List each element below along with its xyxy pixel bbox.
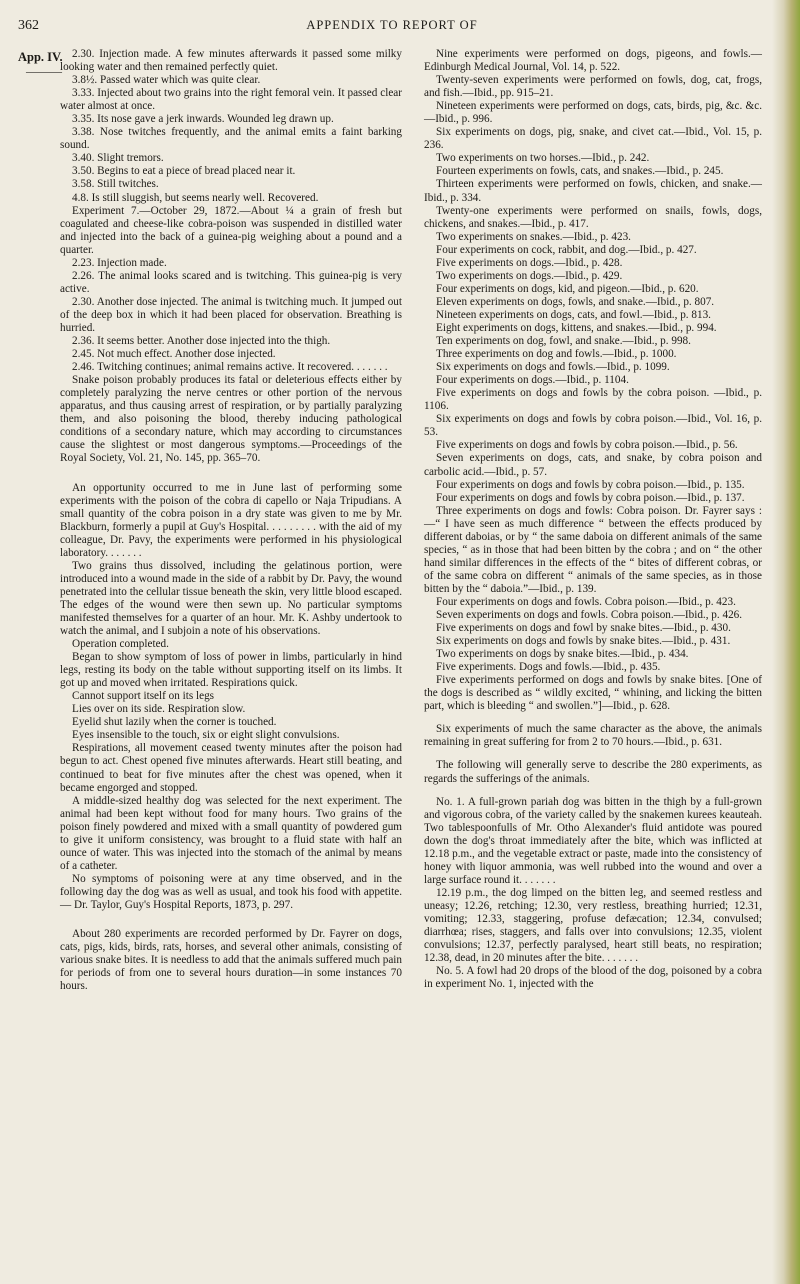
paragraph: 2.36. It seems better. Another dose injected into the thigh. <box>72 335 331 348</box>
appendix-dash: ——— <box>26 64 62 78</box>
right-column <box>424 48 762 991</box>
paragraph: Four experiments on dogs and fowls by cobra poison.—Ibid., p. 135. <box>436 478 745 491</box>
paragraph: Eyelid shut lazily when the corner is touched. <box>72 716 277 729</box>
paragraph: An opportunity occurred to me in June last of performing some experiments with the poison of the cobra di capello or Naja Tripudians. A small quantity of the cobra poison in a dry state was given to me by Mr. Blackburn, formerly a pupil at Guy's Hospital. . . . . . . . . with the aid of my colleague, Dr. Pavy, the experiments were performed in his physiological laboratory. . . . . . . <box>60 481 402 559</box>
running-head: APPENDIX TO REPORT OF <box>306 18 478 32</box>
paragraph: No. 1. A full-grown pariah dog was bitten in the thigh by a full-grown and vigorous cobra, of the variety called by the snakemen kurees keauteah. Two tablespoonfulls of Mr. Otho Alexander's fluid antidote was poured down the dog's throat immediately after the bite, which was inflicted at 12.18 p.m., and the vegetable extract or paste, made into the consistency of honey with liquor ammonia, was well rubbed into the wound and over a large surface round it. . . . . . . <box>424 795 762 886</box>
paragraph: Ten experiments on dog, fowl, and snake.—Ibid., p. 998. <box>436 335 691 348</box>
paragraph: Seven experiments on dogs, cats, and snake, by cobra poison and carbolic acid.—Ibid., p. 57. <box>424 452 762 478</box>
paragraph: Operation completed. <box>72 638 169 651</box>
paragraph: Began to show symptom of loss of power in limbs, particularly in hind legs, resting its body on the table without supporting itself on its limbs. It got up and moved when irritated. Respirations quick. <box>60 651 402 690</box>
paragraph: Nineteen experiments on dogs, cats, and fowl.—Ibid., p. 813. <box>436 308 711 321</box>
paragraph: 3.40. Slight tremors. <box>72 152 164 165</box>
paragraph: Four experiments on dogs.—Ibid., p. 1104. <box>436 374 629 387</box>
paragraph: Three experiments on dog and fowls.—Ibid., p. 1000. <box>436 348 677 361</box>
paragraph: Eight experiments on dogs, kittens, and snakes.—Ibid., p. 994. <box>436 321 717 334</box>
paragraph: Five experiments on dogs.—Ibid., p. 428. <box>436 256 623 269</box>
paragraph: No. 5. A fowl had 20 drops of the blood of the dog, poisoned by a cobra in experiment No. 1, injected with the <box>424 965 762 991</box>
paragraph: Snake poison probably produces its fatal or deleterious effects either by completely paralyzing the nerve centres or other portion of the nervous apparatus, and thus causing arrest of respiration, or by partially paralyzing them, and also poisoning the blood, thereby inducing pathological conditions of a secondary nature, which may according to circumstances cause the slightest or most dangerous symptoms.—Proceedings of the Royal Society, Vol. 21, No. 145, pp. 365–70. <box>60 374 402 465</box>
paragraph: Three experiments on dogs and fowls: Cobra poison. Dr. Fayrer says :—“ I have seen as much difference “ between the effects produced by different daboias, or by “ the same daboia on different animals of the same species, “ as in those that had been bitten by the cobra ; and on “ the other hand similar differences in the effects of the “ bites of different cobras, or of the same cobra on different “ animals of the same species, as in those bitten by the “ daboia.”—Ibid., p. 139. <box>424 504 762 595</box>
paragraph: Five experiments on dogs and fowls by the cobra poison. —Ibid., p. 1106. <box>424 387 762 413</box>
paragraph: No symptoms of poisoning were at any time observed, and in the following day the dog was as well as usual, and took his food with appetite. — Dr. Taylor, Guy's Hospital Reports, 1873, p. 297. <box>60 872 402 911</box>
paragraph: 3.33. Injected about two grains into the right femoral vein. It passed clear water almost at once. <box>60 87 402 113</box>
paragraph: Five experiments on dogs and fowls by cobra poison.—Ibid., p. 56. <box>436 439 738 452</box>
paragraph: Five experiments performed on dogs and fowls by snake bites. [One of the dogs is described as “ wildly excited, “ whining, and licking the bitten part, which is bleeding “ and swollen.”]—Ibid., p. 628. <box>424 674 762 713</box>
paragraph: Two grains thus dissolved, including the gelatinous portion, were introduced into a wound made in the side of a rabbit by Dr. Pavy, the wound penetrated into the cellular tissue beneath the skin, very little blood escaped. The edges of the wound were then sewn up. No particular symptoms manifested themselves for a quarter of an hour. Mr. K. Ashby undertook to watch the animal, and I subjoin a note of his observations. <box>60 559 402 638</box>
paragraph: 3.35. Its nose gave a jerk inwards. Wounded leg drawn up. <box>72 113 334 126</box>
paragraph: 2.30. Another dose injected. The animal is twitching much. It jumped out of the deep box in which it had been placed for observation. Breathing is hurried. <box>60 295 402 334</box>
paragraph: 4.8. Is still sluggish, but seems nearly well. Recovered. <box>72 191 319 204</box>
paragraph: 2.46. Twitching continues; animal remains active. It recovered. . . . . . . <box>72 361 388 374</box>
paragraph: Twenty-seven experiments were performed on fowls, dog, cat, frogs, and fish.—Ibid., pp. 915–21. <box>424 74 762 100</box>
paragraph: 3.38. Nose twitches frequently, and the animal emits a faint barking sound. <box>60 126 402 152</box>
paragraph: Thirteen experiments were performed on fowls, chicken, and snake.—Ibid., p. 334. <box>424 178 762 204</box>
paragraph: Nineteen experiments were performed on dogs, cats, birds, pig, &c. &c.—Ibid., p. 996. <box>424 100 762 126</box>
paragraph: Lies over on its side. Respiration slow. <box>72 703 246 716</box>
paragraph: Six experiments on dogs and fowls.—Ibid., p. 1099. <box>436 361 670 374</box>
paragraph: Four experiments on dogs and fowls. Cobra poison.—Ibid., p. 423. <box>436 595 736 608</box>
paragraph: Respirations, all movement ceased twenty minutes after the poison had begun to act. Chest opened five minutes afterwards. Heart still beating, and continued to beat for five minutes after the chest was opened, when it became engorged and stopped. <box>60 742 402 794</box>
paragraph: 3.58. Still twitches. <box>72 178 159 191</box>
paragraph: Four experiments on dogs, kid, and pigeon.—Ibid., p. 620. <box>436 282 699 295</box>
left-column <box>60 48 402 993</box>
paragraph: 3.50. Begins to eat a piece of bread placed near it. <box>72 165 296 178</box>
paragraph: Eyes insensible to the touch, six or eight slight convulsions. <box>72 729 340 742</box>
paragraph: Six experiments on dogs and fowls by cobra poison.—Ibid., Vol. 16, p. 53. <box>424 413 762 439</box>
paragraph: Cannot support itself on its legs <box>72 690 215 703</box>
appendix-label: App. IV. <box>18 50 63 64</box>
page-edge <box>772 0 800 1284</box>
paragraph: Five experiments. Dogs and fowls.—Ibid., p. 435. <box>436 661 661 674</box>
paragraph: 2.30. Injection made. A few minutes afterwards it passed some milky looking water and then remained perfectly quiet. <box>60 48 402 74</box>
paragraph: Two experiments on dogs by snake bites.—Ibid., p. 434. <box>436 648 689 661</box>
paragraph: 3.8½. Passed water which was quite clear. <box>72 74 261 87</box>
paragraph: Fourteen experiments on fowls, cats, and snakes.—Ibid., p. 245. <box>436 165 724 178</box>
paragraph: Experiment 7.—October 29, 1872.—About ¼ a grain of fresh but coagulated and cheese-like cobra-poison was suspended in distilled water and injected into the back of a guinea-pig weighing about a pound and a quarter. <box>60 204 402 256</box>
paragraph: Six experiments on dogs and fowls by snake bites.—Ibid., p. 431. <box>436 635 731 648</box>
page-number: 362 <box>18 18 39 33</box>
paragraph: The following will generally serve to describe the 280 experiments, as regards the sufferings of the animals. <box>424 759 762 785</box>
paragraph: 2.45. Not much effect. Another dose injected. <box>72 348 276 361</box>
paragraph: A middle-sized healthy dog was selected for the next experiment. The animal had been kept without food for many hours. Two grains of the poison finely powdered and mixed with a small quantity of powdered gum to give it uniform consistency, was brought to a fluid state with half an ounce of water. This was injected into the stomach of the animal by means of a catheter. <box>60 794 402 872</box>
paragraph: 2.26. The animal looks scared and is twitching. This guinea-pig is very active. <box>60 269 402 295</box>
paragraph: 12.19 p.m., the dog limped on the bitten leg, and seemed restless and uneasy; 12.26, retching; 12.30, very restless, breathing hurried; 12.31, vomiting; 12.33, staggering, profuse defæcation; 12.34, convulsed; diarrhœa; rises, staggers, and falls over into convulsions; 12.35, violent convulsions; 12.37, perfectly paralysed, heart still beats, no respiration; 12.38, dead, in 20 minutes after the bite. . . . . . . <box>424 886 762 965</box>
paragraph: Two experiments on two horses.—Ibid., p. 242. <box>436 152 650 165</box>
paragraph: Four experiments on dogs and fowls by cobra poison.—Ibid., p. 137. <box>436 491 745 504</box>
paragraph: Two experiments on dogs.—Ibid., p. 429. <box>436 269 623 282</box>
paragraph: Five experiments on dogs and fowl by snake bites.—Ibid., p. 430. <box>436 622 731 635</box>
page-header <box>18 16 766 38</box>
paragraph: Six experiments of much the same character as the above, the animals remaining in great suffering for from 2 to 70 hours.—Ibid., p. 631. <box>424 723 762 749</box>
paragraph: About 280 experiments are recorded performed by Dr. Fayrer on dogs, cats, pigs, kids, birds, rats, horses, and several other animals, consisting of various snake bites. It is needless to add that the animals suffered much pain for periods of from one to several hours duration—in some instances 70 hours. <box>60 928 402 993</box>
paragraph: Eleven experiments on dogs, fowls, and snake.—Ibid., p. 807. <box>436 295 715 308</box>
paragraph: Nine experiments were performed on dogs, pigeons, and fowls.—Edinburgh Medical Journal, Vol. 14, p. 522. <box>424 48 762 74</box>
paragraph: Six experiments on dogs, pig, snake, and civet cat.—Ibid., Vol. 15, p. 236. <box>424 126 762 152</box>
paragraph: 2.23. Injection made. <box>72 256 167 269</box>
paragraph: Twenty-one experiments were performed on snails, fowls, dogs, chickens, and snakes.—Ibid., p. 417. <box>424 204 762 230</box>
paragraph: Two experiments on snakes.—Ibid., p. 423. <box>436 230 631 243</box>
paragraph: Four experiments on cock, rabbit, and dog.—Ibid., p. 427. <box>436 243 697 256</box>
paragraph: Seven experiments on dogs and fowls. Cobra poison.—Ibid., p. 426. <box>436 609 743 622</box>
